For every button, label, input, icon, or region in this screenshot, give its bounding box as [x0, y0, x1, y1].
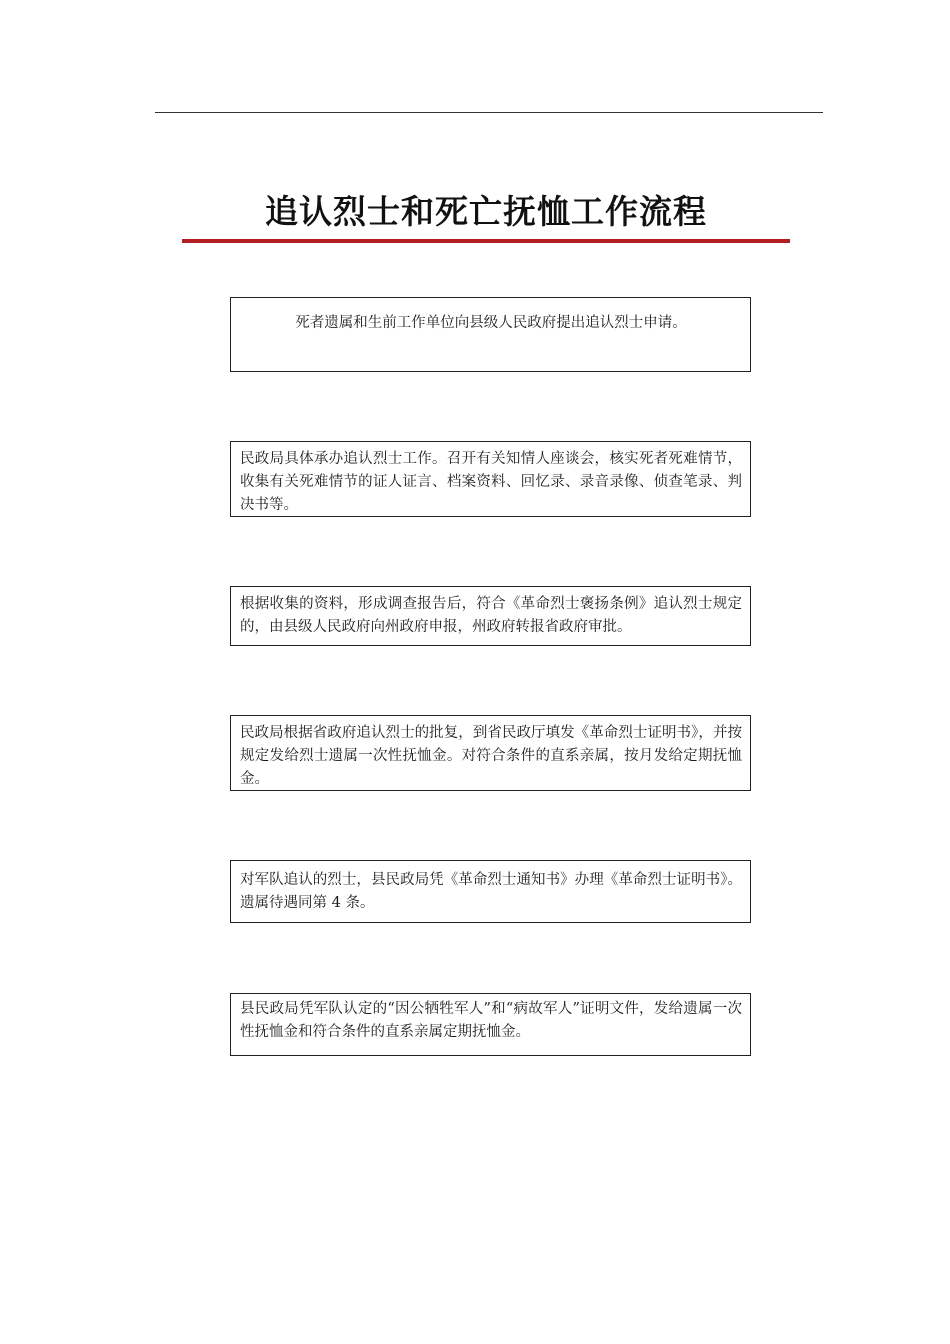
flow-step-5-text: 对军队追认的烈士，县民政局凭《革命烈士通知书》办理《革命烈士证明书》。遗属待遇同第 4 条。 [240, 872, 742, 911]
page-title: 追认烈士和死亡抚恤工作流程 [265, 192, 707, 231]
flow-step-4 [230, 715, 751, 791]
flow-step-1 [230, 297, 751, 372]
title-underline [182, 239, 790, 243]
flow-step-3 [230, 586, 751, 646]
flow-step-1-text: 死者遗属和生前工作单位向县级人民政府提出追认烈士申请。 [295, 315, 687, 331]
flow-step-6-text: 县民政局凭军队认定的“因公牺牲军人”和“病故军人”证明文件，发给遗属一次性抚恤金和符合条件的直系亲属定期抚恤金。 [240, 1001, 742, 1040]
flow-step-3-text: 根据收集的资料，形成调查报告后，符合《革命烈士褒扬条例》追认烈士规定的，由县级人民政府向州政府申报，州政府转报省政府审批。 [240, 596, 742, 635]
header-rule [155, 112, 823, 113]
flow-step-4-text: 民政局根据省政府追认烈士的批复，到省民政厅填发《革命烈士证明书》，并按规定发给烈士遗属一次性抚恤金。对符合条件的直系亲属，按月发给定期抚恤金。 [240, 725, 742, 787]
flow-step-6 [230, 993, 751, 1056]
flow-step-5 [230, 860, 751, 923]
flow-step-2-text: 民政局具体承办追认烈士工作。召开有关知情人座谈会，核实死者死难情节，收集有关死难情节的证人证言、档案资料、回忆录、录音录像、侦查笔录、判决书等。 [240, 451, 742, 513]
flow-step-2 [230, 441, 751, 517]
